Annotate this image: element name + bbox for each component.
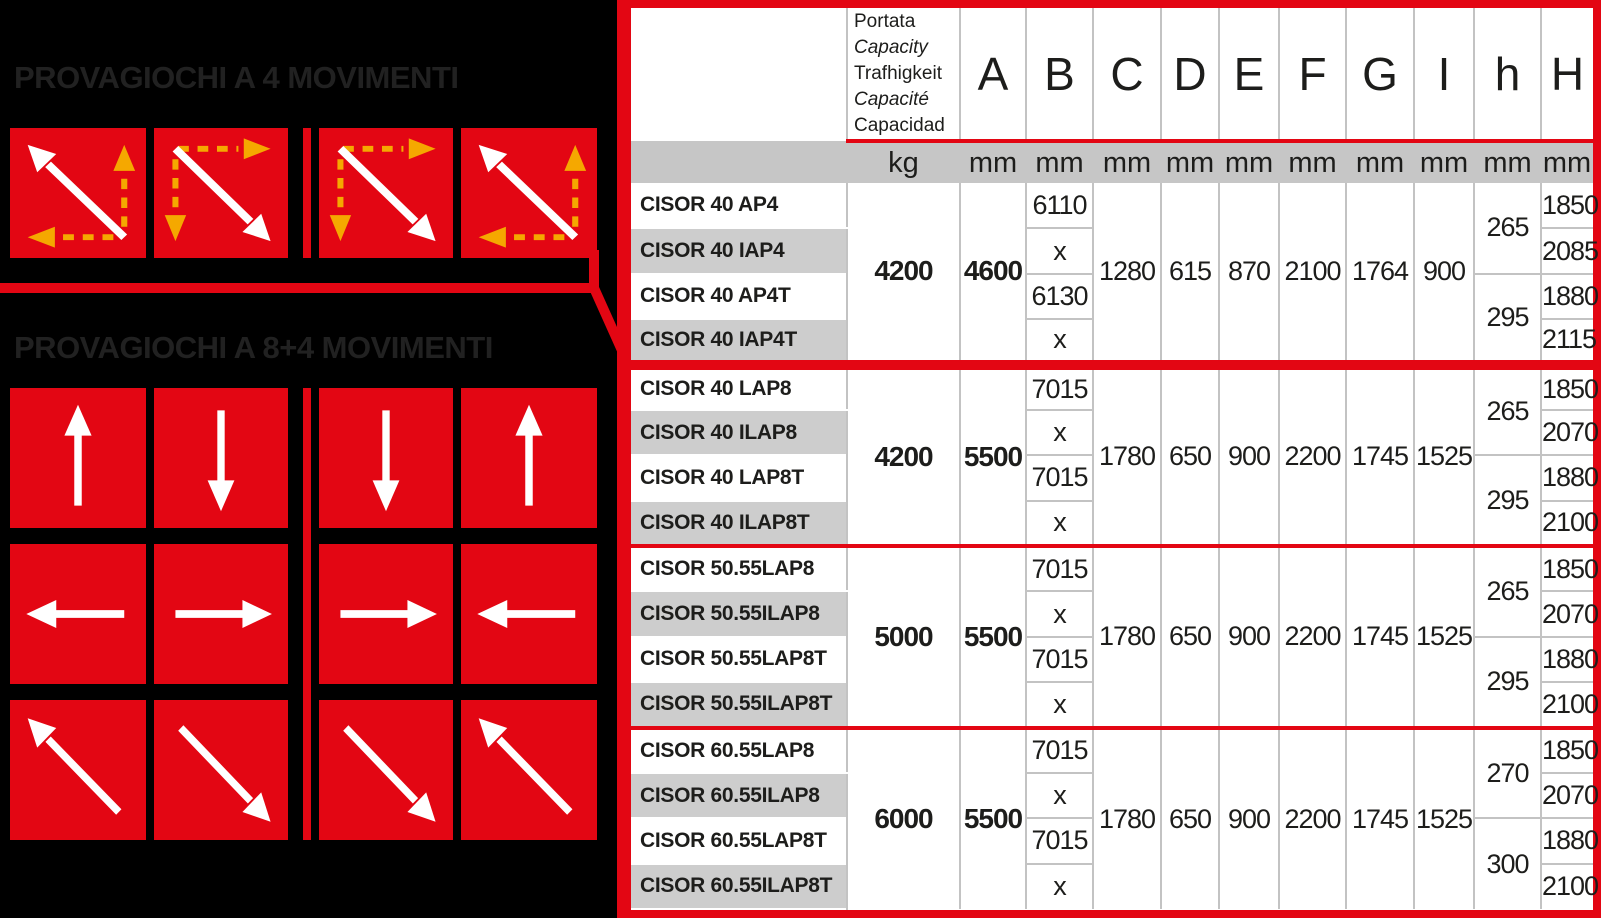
movement-tile <box>154 388 288 528</box>
dim-H-value: 1880 <box>1541 274 1593 319</box>
model-name: CISOR 50.55ILAP8T <box>631 682 847 727</box>
units-C: mm <box>1093 141 1161 183</box>
dim-I-value: 1525 <box>1414 365 1474 547</box>
dim-G-value: 1764 <box>1346 183 1414 365</box>
dim-B-value: x <box>1026 410 1093 455</box>
dim-E-value: 900 <box>1219 728 1279 910</box>
dim-B-value: x <box>1026 319 1093 364</box>
dim-E-value: 900 <box>1219 365 1279 547</box>
model-name: CISOR 40 IAP4 <box>631 228 847 273</box>
dim-A-value: 4600 <box>960 183 1026 365</box>
movement-tile <box>461 544 597 684</box>
table-row <box>631 728 1593 773</box>
dim-G-value: 1745 <box>1346 546 1414 728</box>
dim-B-value: 7015 <box>1026 728 1093 773</box>
dim-B-value: 7015 <box>1026 546 1093 591</box>
arrow-left-icon <box>461 544 597 684</box>
model-name: CISOR 60.55ILAP8T <box>631 864 847 909</box>
model-name: CISOR 60.55LAP8 <box>631 728 847 773</box>
dim-F-value: 2200 <box>1279 546 1346 728</box>
dim-D-value: 650 <box>1161 728 1219 910</box>
units-h: mm <box>1474 141 1541 183</box>
capacity-label-line: Portata <box>854 10 916 32</box>
column-header-E: E <box>1219 8 1279 141</box>
model-name: CISOR 40 IAP4T <box>631 319 847 364</box>
table-row <box>631 546 1593 591</box>
capacity-label-line: Trafhigkeit <box>854 62 942 84</box>
dim-h-value: 300 <box>1474 818 1541 909</box>
dim-F-value: 2100 <box>1279 183 1346 365</box>
arrow-up-left-icon <box>10 700 146 840</box>
model-name: CISOR 50.55LAP8T <box>631 637 847 682</box>
model-name: CISOR 60.55ILAP8 <box>631 773 847 818</box>
dim-A-value: 5500 <box>960 365 1026 547</box>
arrow-left-icon <box>10 544 146 684</box>
units-H: mm <box>1541 141 1593 183</box>
model-name: CISOR 50.55ILAP8 <box>631 591 847 636</box>
dim-B-value: 6130 <box>1026 274 1093 319</box>
movement-tile <box>10 388 146 528</box>
section-title-8-4-movimenti: PROVAGIOCHI A 8+4 MOVIMENTI <box>14 330 493 365</box>
dim-I-value: 1525 <box>1414 728 1474 910</box>
dim-D-value: 615 <box>1161 183 1219 365</box>
dim-B-value: 7015 <box>1026 818 1093 863</box>
callout-connector <box>0 240 660 410</box>
column-header-C: C <box>1093 8 1161 141</box>
column-header-A: A <box>960 8 1026 141</box>
dim-H-value: 1850 <box>1541 546 1593 591</box>
dim-C-value: 1780 <box>1093 365 1161 547</box>
model-name: CISOR 50.55LAP8 <box>631 546 847 591</box>
units-A: mm <box>960 141 1026 183</box>
group-divider <box>303 388 311 840</box>
column-header-B: B <box>1026 8 1093 141</box>
dim-G-value: 1745 <box>1346 365 1414 547</box>
combo-arrow-down-right-icon <box>319 128 453 258</box>
units-E: mm <box>1219 141 1279 183</box>
spec-table-grid <box>631 8 1599 910</box>
arrow-up-icon <box>461 388 597 528</box>
dim-h-value: 270 <box>1474 728 1541 819</box>
combo-arrow-up-left-icon <box>461 128 597 258</box>
arrow-down-icon <box>154 388 288 528</box>
dim-H-value: 1850 <box>1541 365 1593 410</box>
dim-H-value: 2100 <box>1541 501 1593 546</box>
capacity-value: 4200 <box>847 183 960 365</box>
table-row <box>631 183 1593 228</box>
dim-h-value: 295 <box>1474 274 1541 365</box>
arrow-down-right-icon <box>319 700 453 840</box>
model-name: CISOR 40 AP4 <box>631 183 847 228</box>
units-row <box>631 141 1593 183</box>
dim-F-value: 2200 <box>1279 728 1346 910</box>
capacity-label-line: Capacity <box>854 36 928 58</box>
dim-D-value: 650 <box>1161 365 1219 547</box>
capacity-label-line: Capacité <box>854 88 929 110</box>
model-name: CISOR 40 LAP8T <box>631 455 847 500</box>
dim-H-value: 2070 <box>1541 773 1593 818</box>
spec-table <box>617 0 1601 918</box>
dim-F-value: 2200 <box>1279 365 1346 547</box>
dim-A-value: 5500 <box>960 728 1026 910</box>
dim-B-value: 7015 <box>1026 365 1093 410</box>
movement-tile <box>461 388 597 528</box>
column-header-D: D <box>1161 8 1219 141</box>
movement-tile <box>319 700 453 840</box>
column-header-h: h <box>1474 8 1541 141</box>
units-F: mm <box>1279 141 1346 183</box>
capacity-header-cell <box>847 8 960 141</box>
dim-h-value: 295 <box>1474 455 1541 546</box>
dim-H-value: 1850 <box>1541 183 1593 228</box>
dim-h-value: 265 <box>1474 365 1541 456</box>
dim-B-value: x <box>1026 864 1093 909</box>
dim-B-value: 7015 <box>1026 455 1093 500</box>
dim-h-value: 265 <box>1474 546 1541 637</box>
spec-block-3 <box>631 546 1599 728</box>
dim-B-value: 7015 <box>1026 637 1093 682</box>
arrow-down-right-icon <box>154 700 288 840</box>
dim-H-value: 2100 <box>1541 682 1593 727</box>
movement-tile <box>154 128 288 258</box>
movement-tile <box>10 700 146 840</box>
movement-tile <box>10 544 146 684</box>
arrow-right-icon <box>154 544 288 684</box>
dim-B-value: x <box>1026 591 1093 636</box>
column-header-G: G <box>1346 8 1414 141</box>
dim-G-value: 1745 <box>1346 728 1414 910</box>
capacity-value: 5000 <box>847 546 960 728</box>
movement-tile <box>461 700 597 840</box>
dim-B-value: x <box>1026 228 1093 273</box>
group-divider <box>303 128 311 258</box>
dim-H-value: 1880 <box>1541 637 1593 682</box>
dim-C-value: 1780 <box>1093 546 1161 728</box>
model-name: CISOR 40 ILAP8T <box>631 501 847 546</box>
units-G: mm <box>1346 141 1414 183</box>
dim-B-value: x <box>1026 682 1093 727</box>
model-name: CISOR 40 ILAP8 <box>631 410 847 455</box>
dim-H-value: 2115 <box>1541 319 1593 364</box>
units-B: mm <box>1026 141 1093 183</box>
dim-C-value: 1280 <box>1093 183 1161 365</box>
dim-B-value: 6110 <box>1026 183 1093 228</box>
table-row <box>631 365 1593 410</box>
movement-tile <box>319 128 453 258</box>
movement-tile <box>319 544 453 684</box>
dim-C-value: 1780 <box>1093 728 1161 910</box>
capacity-value: 4200 <box>847 365 960 547</box>
dim-I-value: 1525 <box>1414 546 1474 728</box>
dim-D-value: 650 <box>1161 546 1219 728</box>
combo-arrow-down-right-icon <box>154 128 288 258</box>
combo-arrow-up-left-icon <box>10 128 146 258</box>
arrow-up-icon <box>10 388 146 528</box>
capacity-label-line: Capacidad <box>854 114 945 136</box>
column-header-F: F <box>1279 8 1346 141</box>
dim-I-value: 900 <box>1414 183 1474 365</box>
dim-h-value: 295 <box>1474 637 1541 728</box>
spec-block-1 <box>631 183 1599 365</box>
dim-E-value: 900 <box>1219 546 1279 728</box>
dim-E-value: 870 <box>1219 183 1279 365</box>
spec-block-2 <box>631 365 1599 547</box>
dim-H-value: 1880 <box>1541 818 1593 863</box>
column-header-H: H <box>1541 8 1593 141</box>
model-name: CISOR 40 LAP8 <box>631 365 847 410</box>
dim-H-value: 1850 <box>1541 728 1593 773</box>
arrow-up-left-icon <box>461 700 597 840</box>
units-I: mm <box>1414 141 1474 183</box>
arrow-right-icon <box>319 544 453 684</box>
dim-B-value: x <box>1026 501 1093 546</box>
dim-H-value: 2100 <box>1541 864 1593 909</box>
dim-H-value: 2070 <box>1541 410 1593 455</box>
column-header-I: I <box>1414 8 1474 141</box>
dim-H-value: 2070 <box>1541 591 1593 636</box>
dim-B-value: x <box>1026 773 1093 818</box>
movement-tile <box>154 544 288 684</box>
spec-block-4 <box>631 728 1599 910</box>
movement-tile <box>10 128 146 258</box>
arrow-down-icon <box>319 388 453 528</box>
header-empty-cell <box>631 8 847 141</box>
units-D: mm <box>1161 141 1219 183</box>
capacity-value: 6000 <box>847 728 960 910</box>
dim-A-value: 5500 <box>960 546 1026 728</box>
movement-tile <box>154 700 288 840</box>
movement-tile <box>461 128 597 258</box>
dim-H-value: 1880 <box>1541 455 1593 500</box>
model-name: CISOR 40 AP4T <box>631 274 847 319</box>
table-header-row <box>631 8 1593 141</box>
movement-tile <box>319 388 453 528</box>
model-name: CISOR 60.55LAP8T <box>631 818 847 863</box>
dim-h-value: 265 <box>1474 183 1541 274</box>
units-capacity: kg <box>847 141 960 183</box>
section-title-4-movimenti: PROVAGIOCHI A 4 MOVIMENTI <box>14 60 459 95</box>
movement-legend-panel <box>0 0 617 918</box>
dim-H-value: 2085 <box>1541 228 1593 273</box>
units-empty-cell <box>631 141 847 183</box>
